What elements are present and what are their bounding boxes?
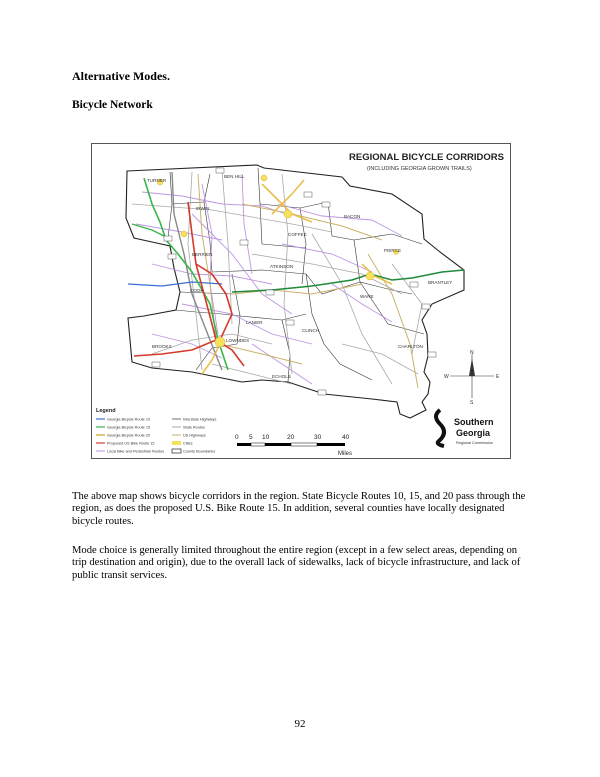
svg-text:E: E <box>496 374 500 380</box>
legend-item-us-highways: US Highways <box>183 433 206 438</box>
subsection-heading: Bicycle Network <box>72 99 153 111</box>
legend-item-state-routes: State Routes <box>183 425 205 430</box>
scale-bar <box>235 434 352 457</box>
region-outline <box>126 165 464 418</box>
county-label-pierce: PIERCE <box>384 248 402 253</box>
svg-text:5: 5 <box>249 434 253 441</box>
county-label-echols: ECHOLS <box>272 374 291 379</box>
county-label-bacon: BACON <box>344 214 361 219</box>
svg-text:10: 10 <box>262 434 270 441</box>
paragraph-mode-choice: Mode choice is generally limited throughout the entire region (except in a few select areas, depending on trip destination and origin), due to the overall lack of sidewalks, lack of bicycle infrastructure, and lack of public transit services. <box>72 545 521 581</box>
scale-unit: Miles <box>338 451 353 457</box>
legend-item-interstates: Interstate Highways <box>183 417 217 422</box>
svg-text:30: 30 <box>314 434 322 441</box>
legend-item-route-10: Georgia Bicycle Route 10 <box>107 417 151 422</box>
map-legend <box>96 408 216 454</box>
map-title: REGIONAL BICYCLE CORRIDORS <box>349 152 505 163</box>
county-label-ben-hill: BEN HILL <box>224 174 245 179</box>
county-label-lanier: LANIER <box>246 320 263 325</box>
county-label-coffee: COFFEE <box>288 232 307 237</box>
page-number: 92 <box>294 718 306 730</box>
svg-text:0: 0 <box>235 434 239 441</box>
county-label-ware: WARE <box>360 294 374 299</box>
north-arrow <box>444 350 500 406</box>
legend-item-cities: Cities <box>183 441 193 446</box>
svg-text:N: N <box>470 350 474 356</box>
county-label-turner: TURNER <box>147 178 167 183</box>
section-heading: Alternative Modes. <box>72 69 170 83</box>
paragraph-bicycle-corridors: The above map shows bicycle corridors in the region. State Bicycle Routes 10, 15, and 20 pass through the region, as does the proposed U.S. Bike Route 15. In addition, several counties have locally designated bicycle routes. <box>72 491 526 527</box>
legend-item-route-15: Georgia Bicycle Route 15 <box>107 425 151 430</box>
county-label-brantley: BRANTLEY <box>428 280 453 285</box>
county-label-irwin: IRWIN <box>196 206 210 211</box>
map-subtitle: (INCLUDING GEORGIA GROWN TRAILS) <box>367 166 472 172</box>
county-label-clinch: CLINCH <box>302 328 320 333</box>
svg-text:S: S <box>470 400 474 406</box>
county-label-brooks: BROOKS <box>152 344 172 349</box>
legend-item-route-20: Georgia Bicycle Route 20 <box>107 433 151 438</box>
svg-text:Regional Commission: Regional Commission <box>456 441 493 445</box>
county-label-charlton: CHARLTON <box>398 344 423 349</box>
county-label-lowndes: LOWNDES <box>226 338 250 343</box>
legend-title: Legend <box>96 408 116 414</box>
county-label-cook: COOK <box>190 288 204 293</box>
legend-item-local-routes: Local Bike and Pedestrian Routes <box>107 449 165 454</box>
county-label-berrien: BERRIEN <box>192 252 213 257</box>
svg-text:W: W <box>444 374 449 380</box>
legend-item-proposed-route: Proposed US Bike Route 15 <box>107 441 155 446</box>
regional-bicycle-map <box>91 143 511 459</box>
svg-text:20: 20 <box>287 434 295 441</box>
legend-item-county-boundaries: County Boundaries <box>183 449 216 454</box>
svg-text:40: 40 <box>342 434 350 441</box>
svg-text:Georgia: Georgia <box>456 428 491 438</box>
svg-text:Southern: Southern <box>454 417 494 427</box>
county-label-atkinson: ATKINSON <box>270 264 294 269</box>
southern-georgia-logo <box>436 410 494 446</box>
